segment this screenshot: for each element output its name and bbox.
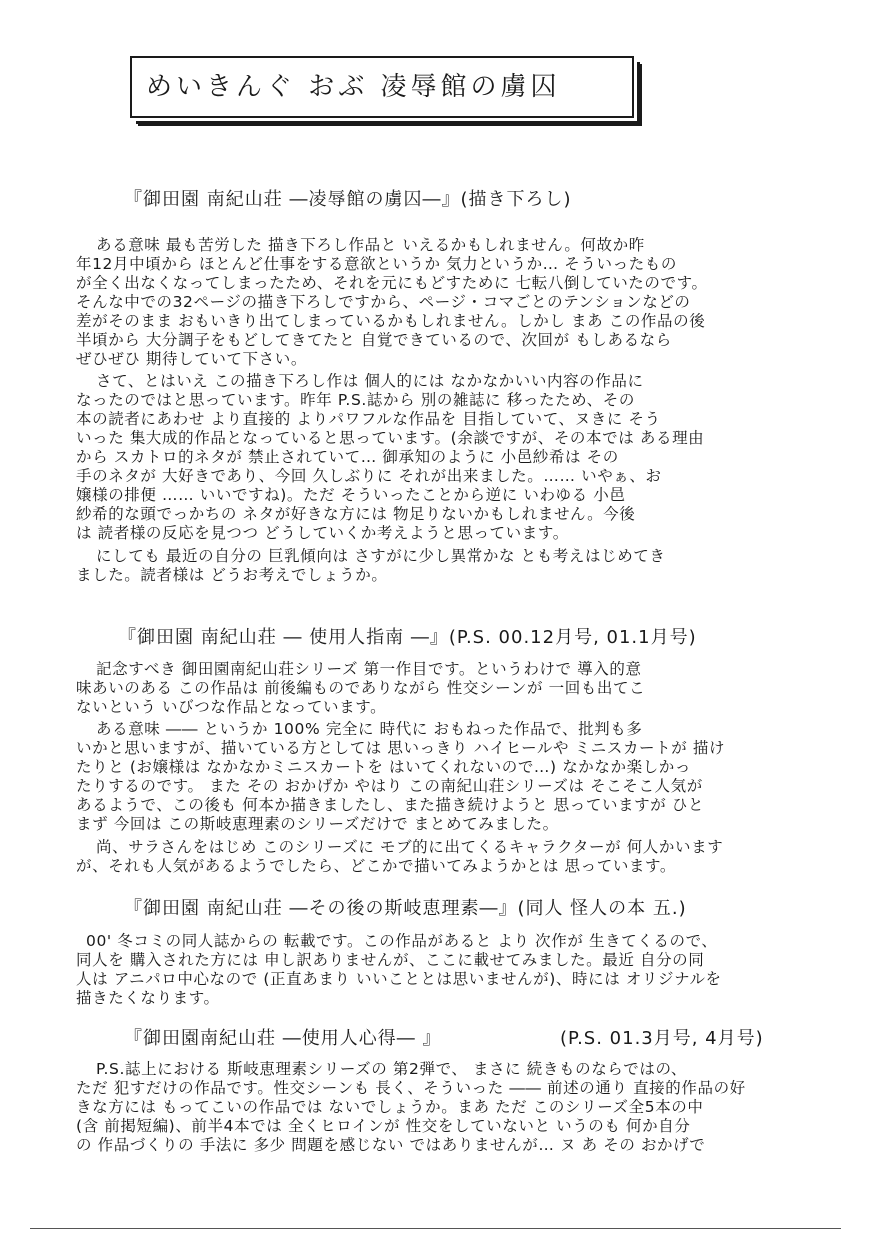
text-line: さて、とはいえ この描き下ろし作は 個人的には なかなかいい内容の作品に (96, 372, 644, 390)
page-title: めいきんぐ おぶ 凌辱館の虜囚 (146, 72, 561, 102)
text-line: ある意味 最も苦労した 描き下ろし作品と いえるかもしれません。何故か昨 (96, 236, 645, 254)
text-line: ぜひぜひ 期待していて下さい。 (76, 350, 307, 368)
text-line: 年12月中頃から ほとんど仕事をする意欲というか 気力というか… そういったもの (76, 255, 678, 273)
text-line: いかと思いますが、描いている方としては 思いっきり ハイヒールや ミニスカートが 描け (76, 739, 726, 757)
text-line: そんな中での32ページの描き下ろしですから、ページ・コマごとのテンションなどの (76, 293, 691, 311)
section-heading-4: 『御田園南紀山荘 ―使用人心得― 』 (124, 1028, 442, 1049)
text-line: 記念すべき 御田園南紀山荘シリーズ 第一作目です。というわけで 導入的意 (96, 660, 642, 678)
text-line: から スカトロ的ネタが 禁止されていて… 御承知のように 小邑紗希は その (76, 448, 619, 466)
section-heading-1: 『御田園 南紀山荘 ―凌辱館の虜囚―』(描き下ろし) (124, 189, 572, 210)
text-line: ないという いびつな作品となっています。 (76, 698, 387, 716)
text-line: (含 前掲短編)、前半4本では 全くヒロインが 性交をしていないと いうのも 何か自分 (76, 1117, 691, 1135)
text-line: 差がそのまま おもいきり出てしまっているかもしれません。しかし まあ この作品の後 (76, 312, 706, 330)
section-2-paragraph-1 (76, 660, 816, 717)
section-1-paragraph-1 (76, 236, 816, 369)
text-line: は 読者様の反応を見つつ どうしていくか考えようと思っています。 (76, 524, 569, 542)
text-line: の 作品づくりの 手法に 多少 問題を感じない ではありませんが… ヌ あ その おかげで (76, 1136, 706, 1154)
text-line: 00' 冬コミの同人誌からの 転載です。この作品があると より 次作が 生きてくるので、 (86, 932, 718, 950)
text-line: 同人を 購入された方には 申し訳ありませんが、ここに載せてみました。最近 自分の同 (76, 951, 705, 969)
section-2-paragraph-3 (76, 838, 816, 876)
section-heading-3: 『御田園 南紀山荘 ―その後の斯岐恵理素―』(同人 怪人の本 五.) (124, 898, 687, 919)
text-line: 人は アニパロ中心なので (正直あまり いいこととは思いませんが)、時には オリジナルを (76, 970, 722, 988)
text-line: が全く出なくなってしまったため、それを元にもどすために 七転八倒していたのです。 (76, 274, 708, 292)
text-line: きな方には もってこいの作品では ないでしょうか。まあ ただ このシリーズ全5本の中 (76, 1098, 704, 1116)
text-line: なったのではと思っています。昨年 P.S.誌から 別の雑誌に 移ったため、その (76, 391, 635, 409)
section-4-paragraph-1 (76, 1060, 816, 1155)
text-line: 手のネタが 大好きであり、今回 久しぶりに それが出来ました。…… いやぁ、お (76, 467, 662, 485)
text-line: ただ 犯すだけの作品です。性交シーンも 長く、そういった ―― 前述の通り 直接的作品の好 (76, 1079, 746, 1097)
text-line: たりするのです。 また その おかげか やはり この南紀山荘シリーズは そこそこ人気が (76, 777, 703, 795)
section-2-paragraph-2 (76, 720, 816, 834)
text-line: いった 集大成的作品となっていると思っています。(余談ですが、その本では ある理由 (76, 429, 705, 447)
section-1-paragraph-3 (76, 547, 816, 585)
text-line: P.S.誌上における 斯岐恵理素シリーズの 第2弾で、 まさに 続きものならではの、 (96, 1060, 688, 1078)
text-line: たりと (お嬢様は なかなかミニスカートを はいてくれないので…) なかなか楽しかっ (76, 758, 692, 776)
text-line: あるようで、この後も 何本か描きましたし、また描き続けようと 思っていますが ひと (76, 796, 705, 814)
text-line: 本の読者にあわせ より直接的 よりパワフルな作品を 目指していて、ヌきに そう (76, 410, 661, 428)
title-frame (130, 56, 634, 118)
page-bottom-rule (30, 1228, 841, 1229)
text-line: 描きたくなります。 (76, 989, 220, 1007)
text-line: 尚、サラさんをはじめ このシリーズに モブ的に出てくるキャラクターが 何人かいます (96, 838, 724, 856)
section-3-paragraph-1 (76, 932, 816, 1008)
text-line: にしても 最近の自分の 巨乳傾向は さすがに少し異常かな とも考えはじめてき (96, 547, 666, 565)
text-line: ました。読者様は どうお考えでしょうか。 (76, 566, 388, 584)
text-line: 味あいのある この作品は 前後編ものでありながら 性交シーンが 一回も出てこ (76, 679, 646, 697)
text-line: 嬢様の排便 …… いいですね)。ただ そういったことから逆に いわゆる 小邑 (76, 486, 626, 504)
text-line: まず 今回は この斯岐恵理素のシリーズだけで まとめてみました。 (76, 815, 559, 833)
section-subheading-4: (P.S. 01.3月号, 4月号) (560, 1028, 764, 1049)
section-1-paragraph-2 (76, 372, 816, 543)
text-line: が、それも人気があるようでしたら、どこかで描いてみようかとは 思っています。 (76, 857, 676, 875)
text-line: 半頃から 大分調子をもどしてきてたと 自覚できているので、次回が もしあるなら (76, 331, 672, 349)
section-heading-2: 『御田園 南紀山荘 ― 使用人指南 ―』(P.S. 00.12月号, 01.1月号) (118, 627, 697, 648)
text-line: 紗希的な頭でっかちの ネタが好きな方には 物足りないかもしれません。今後 (76, 505, 636, 523)
text-line: ある意味 ―― というか 100% 完全に 時代に おもねった作品で、批判も多 (96, 720, 643, 738)
